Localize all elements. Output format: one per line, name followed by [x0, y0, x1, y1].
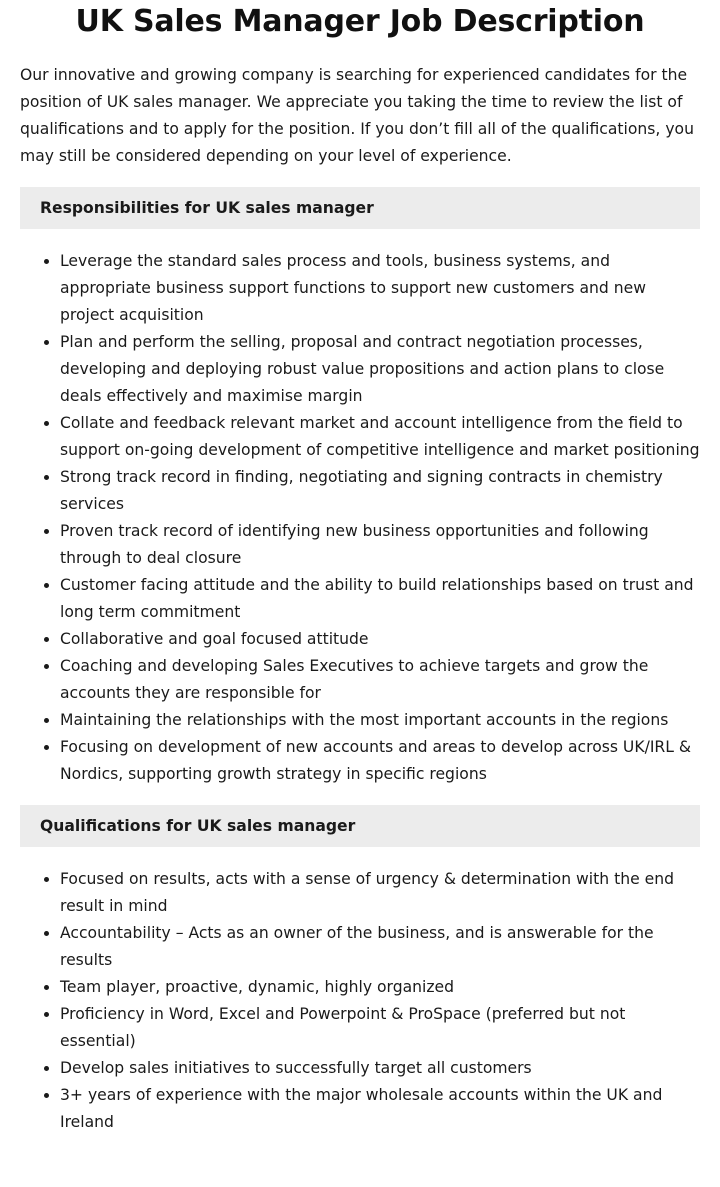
list-item: • Focused on results, acts with a sense of urgency & determination with the end result in mind	[60, 866, 700, 920]
list-item: • Proficiency in Word, Excel and Powerpoint & ProSpace (preferred but not essential)	[60, 1001, 700, 1055]
list-item: • Team player, proactive, dynamic, highly organized	[60, 974, 700, 1001]
list-item: • Maintaining the relationships with the most important accounts in the regions	[60, 707, 700, 734]
page-title: UK Sales Manager Job Description	[75, 4, 645, 39]
list-item: • 3+ years of experience with the major wholesale accounts within the UK and Ireland	[60, 1082, 700, 1136]
list-item: • Strong track record in finding, negotiating and signing contracts in chemistry services	[60, 464, 700, 518]
qualifications-list	[20, 866, 700, 1136]
list-item: • Proven track record of identifying new business opportunities and following through to deal closure	[60, 518, 700, 572]
list-item: • Customer facing attitude and the ability to build relationships based on trust and long term commitment	[60, 572, 700, 626]
responsibilities-list	[20, 248, 700, 788]
list-item: • Collate and feedback relevant market and account intelligence from the field to support on-going development of competitive intelligence and market positioning	[60, 410, 700, 464]
list-item: • Focusing on development of new accounts and areas to develop across UK/IRL & Nordics, supporting growth strategy in specific regions	[60, 734, 700, 788]
qualifications-heading: Qualifications for UK sales manager	[20, 805, 700, 847]
list-item: • Leverage the standard sales process and tools, business systems, and appropriate business support functions to support new customers and new project acquisition	[60, 248, 700, 329]
list-item: • Collaborative and goal focused attitude	[60, 626, 700, 653]
list-item: • Accountability – Acts as an owner of the business, and is answerable for the results	[60, 920, 700, 974]
responsibilities-heading: Responsibilities for UK sales manager	[20, 187, 700, 229]
list-item: • Develop sales initiatives to successfully target all customers	[60, 1055, 700, 1082]
list-item: • Plan and perform the selling, proposal and contract negotiation processes, developing and deploying robust value propositions and action plans to close deals effectively and maximise margin	[60, 329, 700, 410]
list-item: • Coaching and developing Sales Executives to achieve targets and grow the accounts they are responsible for	[60, 653, 700, 707]
intro-paragraph: Our innovative and growing company is searching for experienced candidates for the position of UK sales manager. We appreciate you taking the time to review the list of qualifications and to apply for the position. If you don’t fill all of the qualifications, you may still be considered depending on your level of experience.	[20, 66, 694, 165]
